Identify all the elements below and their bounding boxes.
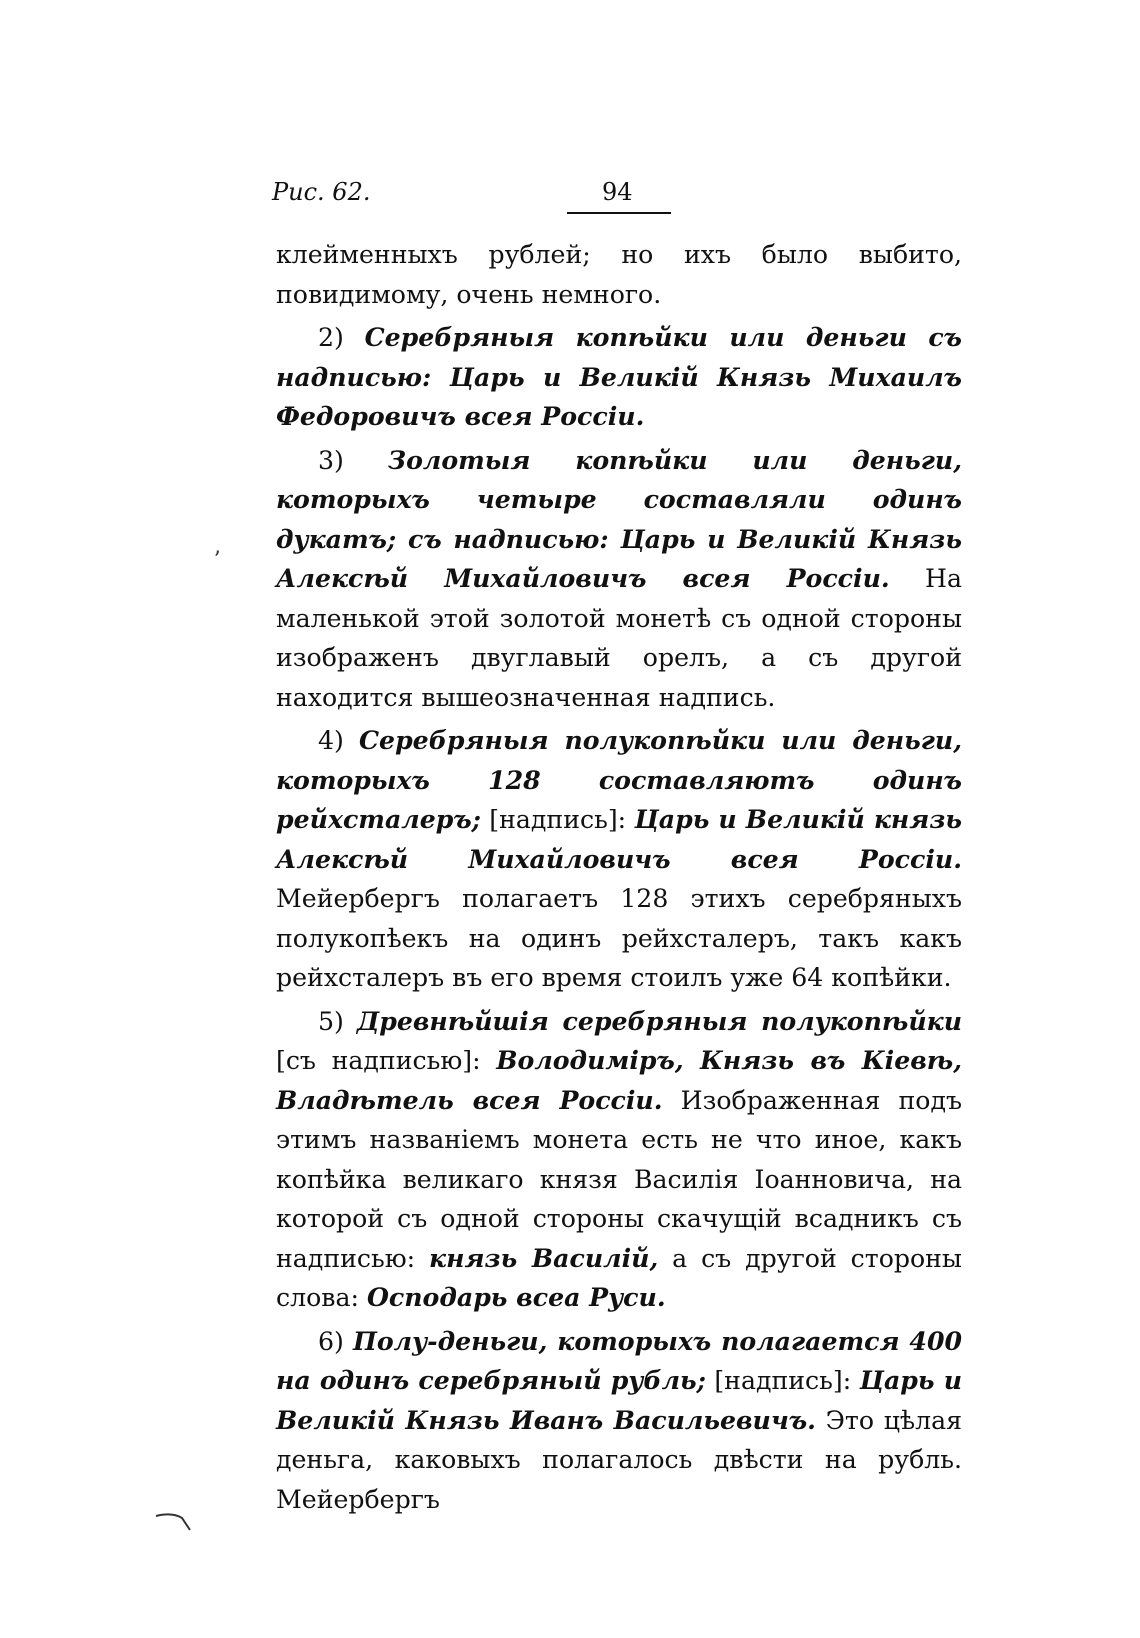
figure-label: Рис. 62.	[272, 178, 371, 206]
italic-text: Осподарь всеа Руси.	[366, 1282, 666, 1312]
italic-text: Полу-деньги, которыхъ полагается 400 на одинъ серебряный рубль;	[276, 1325, 963, 1395]
body-text	[276, 235, 962, 1523]
italic-text: Володиміръ, Князь въ Кіевѣ, Владѣтель всея Россіи.	[276, 1045, 962, 1115]
paragraph	[276, 1002, 962, 1318]
text-run: 2)	[318, 323, 365, 352]
text-run: Это цѣлая деньга, каковыхъ полагалось двѣсти на рубль. Мейербергъ	[276, 1405, 962, 1514]
text-run: На маленькой этой золотой монетѣ съ одной стороны изображенъ двуглавый орелъ, а съ другой находится вышеозначенная надпись.	[276, 564, 962, 712]
italic-text: князь Василій,	[429, 1242, 659, 1273]
header-rule	[567, 212, 671, 214]
text-run: [надпись]:	[705, 1366, 860, 1395]
text-run: Мейербергъ полагаетъ 128 этихъ серебряныхъ полукопѣекъ на одинъ рейхсталеръ, такъ какъ рейхсталеръ въ его время стоилъ уже 64 копѣйки.	[276, 884, 962, 992]
text-run: клейменныхъ рублей; но ихъ было выбито, повидимому, очень немного.	[276, 240, 962, 309]
margin-scribble	[152, 1508, 202, 1538]
text-run: 4)	[318, 726, 359, 755]
italic-text: Серебряныя полукопѣйки или деньги, которыхъ 128 составляютъ одинъ рейхсталеръ;	[276, 725, 962, 834]
text-run: [надпись]:	[480, 805, 635, 834]
page-number: 94	[602, 178, 633, 206]
page-header	[272, 178, 972, 218]
paragraph	[276, 441, 962, 718]
text-run: Изображенная подъ этимъ названіемъ монета есть не что иное, какъ копѣйка великаго князя Василія Іоанновича, на которой съ одной стороны скачущій всадникъ съ надписью:	[276, 1085, 963, 1273]
text-run: 5)	[318, 1006, 357, 1036]
italic-text: Серебряныя копѣйки или деньги съ надписью: Царь и Великій Князь Михаилъ Федоровичъ всея Россіи.	[276, 322, 962, 431]
text-run: [съ надписью]:	[276, 1046, 497, 1075]
text-run: а съ другой стороны слова:	[276, 1243, 962, 1312]
text-run: 3)	[318, 445, 388, 475]
italic-text: Царь и Великій Князь Иванъ Васильевичъ.	[276, 1365, 963, 1435]
paragraph	[276, 235, 962, 314]
paragraph	[276, 318, 962, 437]
text-run: 6)	[318, 1326, 354, 1356]
italic-text: Золотыя копѣйки или деньги, которыхъ четыре составляли одинъ дукатъ; съ надписью: Царь и Великій Князь Алексѣй Михайловичъ всея Россіи.	[276, 444, 963, 593]
paragraph	[276, 721, 962, 998]
paragraph	[276, 1322, 962, 1520]
italic-text: Царь и Великій князь Алексѣй Михайловичъ всея Россіи.	[276, 804, 963, 874]
italic-text: Древнѣйшія серебряныя полукопѣйки	[356, 1005, 963, 1036]
margin-mark: ʼ	[213, 548, 220, 573]
